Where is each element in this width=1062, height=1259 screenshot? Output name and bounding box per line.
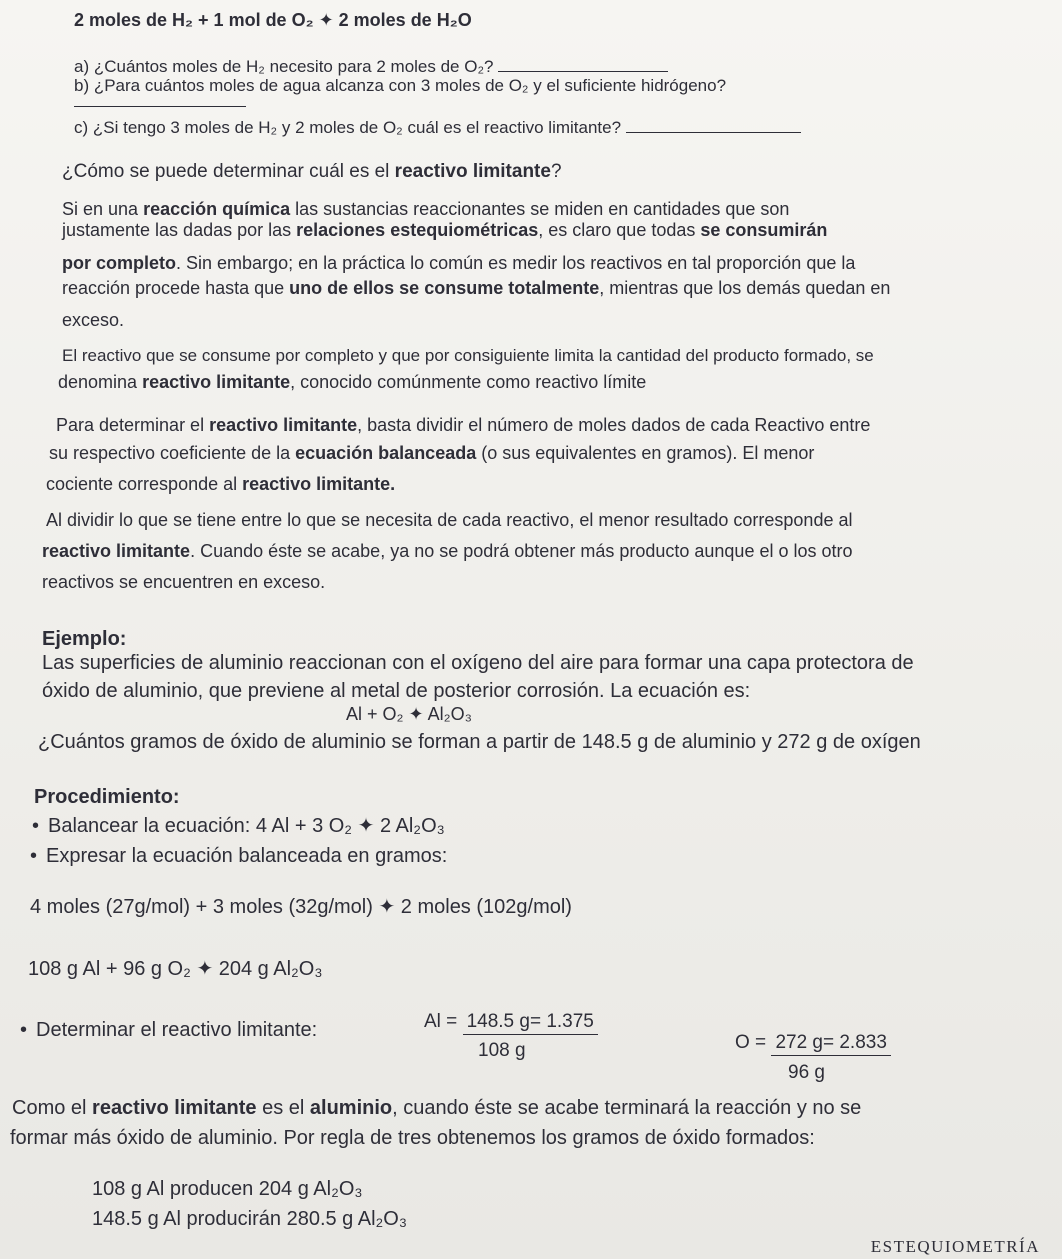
reaction-header: 2 moles de H₂ + 1 mol de O₂ ✦ 2 moles de H₂O xyxy=(74,10,472,30)
answer-blank-b xyxy=(74,92,246,112)
para1-line4: reacción procede hasta que uno de ellos se consume totalmente, mientras que los demás quedan en xyxy=(62,278,891,298)
example-equation: Al + O₂ ✦ Al₂O₃ xyxy=(346,704,472,724)
para3-line3: cociente corresponde al reactivo limitante. xyxy=(46,474,396,494)
para1-line2: justamente las dadas por las relaciones estequiométricas, es claro que todas se consumirán xyxy=(62,220,828,240)
answer-blank-a xyxy=(498,57,668,72)
grams-line: 108 g Al + 96 g O₂ ✦ 204 g Al₂O₃ xyxy=(28,958,323,980)
conclusion-line3: 108 g Al producen 204 g Al₂O₃ xyxy=(92,1178,363,1200)
example-line2: óxido de aluminio, que previene al metal de posterior corrosión. La ecuación es: xyxy=(42,680,751,702)
section-question: ¿Cómo se puede determinar cuál es el reactivo limitante? xyxy=(62,161,562,182)
para2-line2: denomina reactivo limitante, conocido comúnmente como reactivo límite xyxy=(58,372,647,392)
balanced-equation: 4 Al + 3 O₂ ✦ 2 Al₂O₃ xyxy=(255,815,445,837)
al-ratio-denominator: 108 g xyxy=(478,1040,526,1061)
procedure-step2: • Expresar la ecuación balanceada en gramos: xyxy=(30,845,448,867)
moles-line: 4 moles (27g/mol) + 3 moles (32g/mol) ✦ 2 moles (102g/mol) xyxy=(30,896,572,918)
al-ratio-numerator: 148.5 g= 1.375 xyxy=(463,1011,598,1035)
procedure-step3: • Determinar el reactivo limitante: xyxy=(20,1019,318,1041)
bullet-icon: • xyxy=(32,815,40,837)
para3-line2: su respectivo coeficiente de la ecuación balanceada (o sus equivalentes en gramos). El menor xyxy=(49,443,815,463)
para1-line3: por completo. Sin embargo; en la práctica lo común es medir los reactivos en tal proporción que la xyxy=(62,253,856,273)
al-ratio: Al = 148.5 g= 1.375 xyxy=(424,1011,598,1035)
para4-line2: reactivo limitante. Cuando éste se acabe, ya no se podrá obtener más producto aunque el o los otro xyxy=(42,541,853,561)
bullet-icon: • xyxy=(20,1019,28,1041)
question-b: b) ¿Para cuántos moles de agua alcanza con 3 moles de O₂ y el suficiente hidrógeno? xyxy=(74,76,727,95)
para1-line5: exceso. xyxy=(62,310,125,330)
o-ratio: O = 272 g= 2.833 xyxy=(735,1032,891,1056)
question-a-text: a) ¿Cuántos moles de H₂ necesito para 2 moles de O₂? xyxy=(74,57,494,76)
answer-blank-c xyxy=(626,118,801,133)
procedure-title: Procedimiento: xyxy=(34,786,180,808)
example-line1: Las superficies de aluminio reaccionan con el oxígeno del aire para formar una capa protectora de xyxy=(42,652,914,674)
example-title: Ejemplo: xyxy=(42,628,127,650)
question-c-text: c) ¿Si tengo 3 moles de H₂ y 2 moles de O₂ cuál es el reactivo limitante? xyxy=(74,118,622,137)
conclusion-line1: Como el reactivo limitante es el aluminio, cuando éste se acabe terminará la reacción y no se xyxy=(12,1097,862,1119)
conclusion-line2: formar más óxido de aluminio. Por regla de tres obtenemos los gramos de óxido formados: xyxy=(10,1127,815,1149)
para1-line1: Si en una reacción química las sustancias reaccionantes se miden en cantidades que son xyxy=(62,199,790,219)
question-c xyxy=(74,118,801,138)
para3-line1: Para determinar el reactivo limitante, basta dividir el número de moles dados de cada Reactivo entre xyxy=(56,415,871,435)
bullet-icon: • xyxy=(30,845,38,867)
o-ratio-denominator: 96 g xyxy=(788,1062,825,1083)
question-a xyxy=(74,57,668,77)
conclusion-line4: 148.5 g Al producirán 280.5 g Al₂O₃ xyxy=(92,1208,408,1230)
para4-line3: reactivos se encuentren en exceso. xyxy=(42,572,326,592)
footer-title: ESTEQUIOMETRÍA xyxy=(870,1237,1040,1256)
example-question: ¿Cuántos gramos de óxido de aluminio se forman a partir de 148.5 g de aluminio y 272 g de oxígen xyxy=(38,731,921,753)
procedure-step1: • Balancear la ecuación: 4 Al + 3 O₂ ✦ 2 Al₂O₃ xyxy=(32,815,445,837)
o-ratio-numerator: 272 g= 2.833 xyxy=(771,1032,890,1056)
para4-line1: Al dividir lo que se tiene entre lo que se necesita de cada reactivo, el menor resultado corresponde al xyxy=(46,510,853,530)
para2-line1: El reactivo que se consume por completo y que por consiguiente limita la cantidad del producto formado, se xyxy=(62,346,874,365)
